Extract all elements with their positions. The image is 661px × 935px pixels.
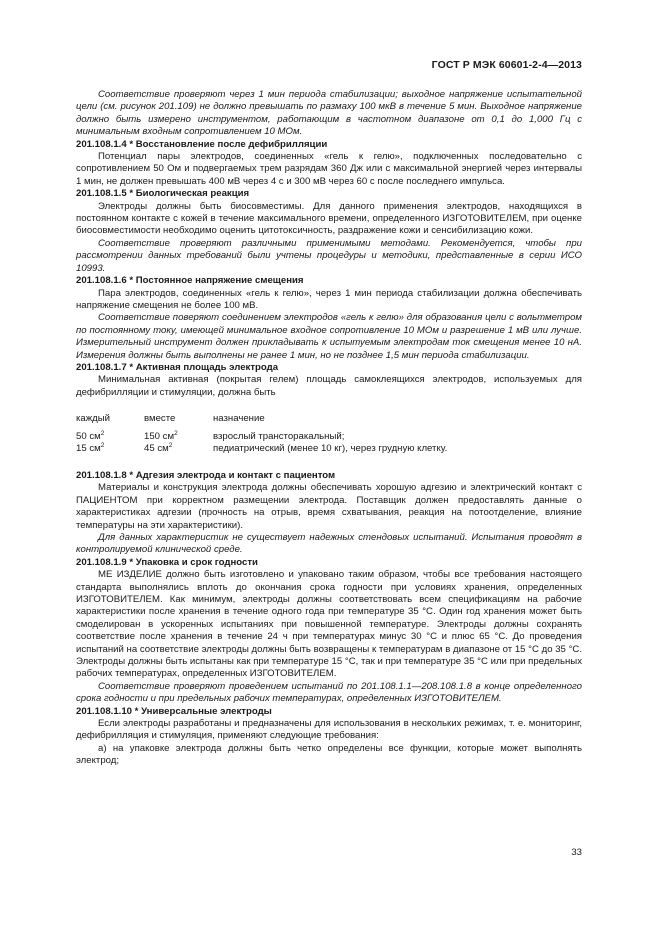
compliance-note: Соответствие поверяют соединением электродов «гель к гелю» для образования цели с вольтметром по постоянному току, имеющей минимальное входное сопротивление 10 МОм и разрешение 1 мВ или лучше. Измерительный инструмент должен прикладывать к испытуемым электродам ток смещения менее 10 нА. Измерения должны быть выполнены не ранее 1 мин, но не позднее 1,5 мин периода стабилизации. [76, 312, 582, 361]
body-paragraph: Потенциал пары электродов, соединенных «гель к гелю», подключенных последовательно с сопротивлением 50 Ом и подвергаемых трем разрядам 360 Дж или с максимальной энергией через интервалы 1 мин, не должен превышать 400 мВ через 4 с и 300 мВ через 60 с после последнего импульса. [76, 151, 582, 187]
body-paragraph: Материалы и конструкция электрода должны обеспечивать хорошую адгезию и электрический контакт с ПАЦИЕНТОМ при корректном размещении электрода. Поставщик должен предоставлять данные о характеристиках адгезии (прочность на отрыв, время схватывания, реакция на потоотделение, влияние температуры на эти характеристики). [76, 482, 582, 531]
table-header-row [76, 413, 582, 426]
body-paragraph: Минимальная активная (покрытая гелем) площадь самоклеящихся электродов, используемых для дефибрилляции и стимуляции, должна быть [76, 374, 582, 398]
section-heading: 201.108.1.7 * Активная площадь электрода [76, 361, 279, 373]
document-code-header: ГОСТ Р МЭК 60601-2-4—2013 [431, 59, 582, 71]
table-row [76, 443, 582, 456]
body-paragraph: Если электроды разработаны и предназначены для использования в нескольких режимах, т. е. мониторинг, дефибрилляция и стимуляция, применяют следующие требования: [76, 718, 582, 742]
document-body [76, 89, 582, 768]
table-cell-each: 15 $см^2$ [76, 442, 105, 455]
section-heading: 201.108.1.10 * Универсальные электроды [76, 705, 272, 717]
section-heading: 201.108.1.6 * Постоянное напряжение смещения [76, 275, 304, 287]
body-paragraph: МЕ ИЗДЕЛИЕ должно быть изготовлено и упаковано таким образом, чтобы все требования настоящего стандарта выполнялись вплоть до окончания срока годности при условиях хранения, определенных ИЗГОТОВИТЕЛЕМ. Как минимум, электроды должны соответствовать всем спецификациям на рабочие характеристики после хранения в течение одного года при температуре 35 °С. Один год хранения может быть смоделирован в ускоренных испытаниях при повышенной температуре. Электроды должны сохранять соответствие после хранения в течение 24 ч при температурах минус 30 °С и плюс 65 °С. До проведения испытаний на соответствие электроды должны быть возвращены к температурам в диапазоне от 15 °С до 35 °С. Электроды должны быть испытаны как при температуре 15 °С, так и при температуре 35 °С или при предельных рабочих температурах, определенных ИЗГОТОВИТЕЛЕМ. [76, 569, 582, 680]
table-cell-purpose: педиатрический (менее 10 кг), через грудную клетку. [213, 443, 448, 455]
section-heading: 201.108.1.9 * Упаковка и срок годности [76, 556, 258, 568]
table-cell-together: 150 $см^2$ [144, 429, 178, 442]
body-paragraph: а) на упаковке электрода должны быть четко определены все функции, которые может выполнять электрод; [76, 742, 582, 767]
compliance-note: Соответствие проверяют различными применимыми методами. Рекомендуется, чтобы при рассмотрении данных требований были учтены процедуры и методики, представленные в серии ИСО 10993. [76, 237, 582, 274]
body-paragraph: Электроды должны быть биосовместимы. Для данного применения электродов, находящихся в постоянном контакте с кожей в течение максимального времени, определенного ИЗГОТОВИТЕЛЕМ, при оценке биосовместимости необходимо оценить цитотоксичность, раздражение кожи и сенсибилизацию кожи. [76, 200, 582, 237]
body-paragraph: Пара электродов, соединенных «гель к гелю», через 1 мин периода стабилизации должна обеспечивать напряжение смещения не более 100 мВ. [76, 287, 582, 311]
table-row [76, 431, 582, 444]
section-heading: 201.108.1.8 * Адгезия электрода и контакт с пациентом [76, 469, 336, 481]
page-number: 33 [571, 847, 582, 858]
table-cell-purpose: взрослый трансторакальный; [213, 430, 345, 442]
electrode-area-table [76, 413, 582, 456]
compliance-note: Для данных характеристик не существует надежных стендовых испытаний. Испытания проводят в контролируемой клинической среде. [76, 531, 582, 556]
table-header-cell: вместе [144, 413, 176, 425]
table-header-cell: назначение [213, 413, 265, 425]
section-heading: 201.108.1.4 * Восстановление после дефибрилляции [76, 138, 328, 150]
table-cell-each: 50 $см^2$ [76, 429, 105, 442]
compliance-note: Соответствие проверяют проведением испытаний по 201.108.1.1—208.108.1.8 в конце определенного срока годности и при предельных рабочих температурах, определенных ИЗГОТОВИТЕЛЕМ. [76, 680, 582, 705]
table-header-cell: каждый [76, 413, 111, 425]
section-heading: 201.108.1.5 * Биологическая реакция [76, 188, 250, 200]
compliance-note: Соответствие проверяют через 1 мин периода стабилизации; выходное напряжение испытательной цели (см. рисунок 201.109) не должно превышать по размаху 100 мкВ в течение 5 мин. Выходное напряжение должно быть измерено инструментом, работающим в частотном диапазоне от 0,1 до 1,000 Гц с минимальным входным сопротивлением 10 МОм. [76, 89, 582, 138]
table-cell-together: 45 $см^2$ [144, 442, 173, 455]
